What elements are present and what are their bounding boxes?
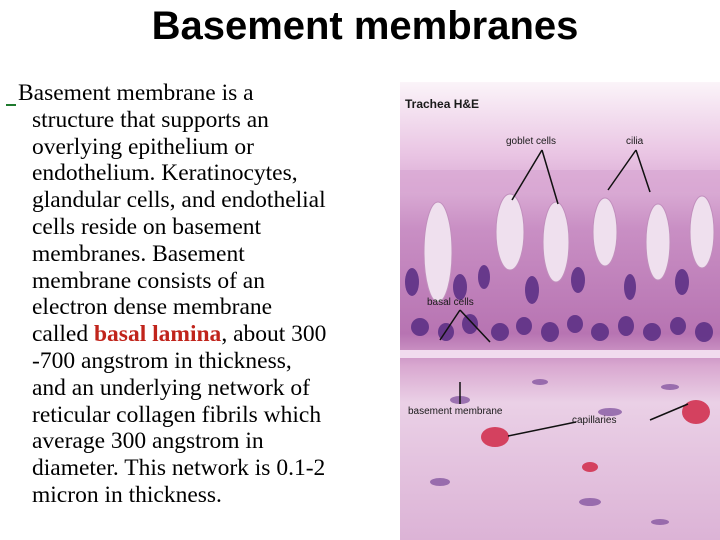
figure-title: Trachea H&E — [405, 97, 480, 111]
trachea-histology-image — [400, 82, 720, 540]
body-line: -700 angstrom in thickness, — [32, 347, 292, 374]
body-line: electron dense membrane — [32, 294, 273, 321]
body-text — [18, 80, 390, 509]
body-line: overlying epithelium or — [32, 133, 254, 160]
body-line: cells reside on basement — [32, 213, 262, 240]
body-line: average 300 angstrom in — [32, 428, 264, 455]
bullet-marker — [6, 86, 16, 106]
body-line: membranes. Basement — [32, 240, 245, 267]
body-line — [18, 321, 390, 348]
goblet-cells-label: goblet cells — [506, 136, 557, 147]
body-line: endothelium. Keratinocytes, — [32, 160, 298, 187]
body-line: membrane consists of an — [32, 267, 265, 294]
cilia-label: cilia — [626, 136, 644, 147]
body-line: structure that supports an — [32, 106, 269, 133]
body-line: Basement membrane is a — [18, 80, 254, 106]
tissue-background — [400, 82, 720, 540]
body-line: micron in thickness. — [32, 481, 222, 508]
body-line: diameter. This network is 0.1-2 — [32, 455, 326, 482]
body-line: and an underlying network of — [32, 374, 311, 401]
body-line: glandular cells, and endothelial — [32, 187, 326, 214]
basal-lamina-highlight: basal lamina — [93, 321, 222, 348]
capillaries-label: capillaries — [572, 415, 617, 426]
body-line: reticular collagen fibrils which — [32, 401, 322, 428]
basement-membrane-band — [400, 350, 720, 358]
slide-title: Basement membranes — [151, 4, 579, 48]
basement-membrane-label: basement membrane — [408, 406, 503, 417]
body-text-segment: , about 300 — [221, 321, 327, 348]
basal-cells-label: basal cells — [427, 297, 474, 308]
cilia-band — [400, 170, 720, 192]
body-text-segment: called — [32, 321, 94, 348]
